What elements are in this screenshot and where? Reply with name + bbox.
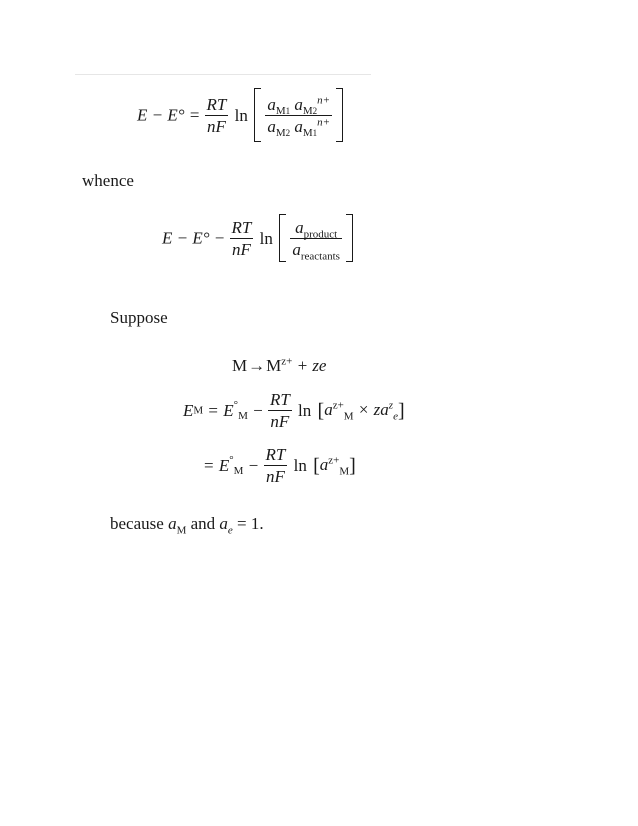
because-line: because $a_M$ and $a_e = 1$. [110, 514, 264, 537]
eq2-right-bracket [346, 214, 353, 262]
equation-electrode-potential-simplified: = $E^\circ_M$ − $\frac{RT}{nF}$ $\ln [a^{z+}_M]$ [204, 445, 356, 486]
eq2-left-bracket [279, 214, 286, 262]
eq4-fraction: $\frac{RT}{nF}$ [269, 390, 290, 431]
equation-general-nernst [162, 214, 353, 262]
word-suppose: Suppose [110, 308, 168, 327]
equation-reaction: $M\to M^{z+}$ + ze [232, 355, 327, 375]
word-whence: whence [82, 171, 134, 190]
eq1-left-bracket [254, 88, 261, 142]
eq1-fraction: $\frac{RT}{nF}$ [206, 94, 227, 136]
eq2-activity-ratio: $\frac{a_{product}}{a_{reactants}}$ [292, 217, 340, 262]
eq1-ln: ln [234, 105, 248, 125]
equation-nernst-two-metals [137, 88, 343, 142]
eq1-activity-ratio: $\frac{a_{M1} a_{M2}^{n+}}{a_{M2} a_{M1}^{n+}}$ [267, 93, 331, 139]
eq2-lhs: E − E° − [162, 228, 226, 248]
equation-electrode-potential: EM = $E^\circ_M$ − $\frac{RT}{nF}$ $\ln [a^{z+}_M \times za^z_e]$ [183, 390, 405, 431]
eq2-fraction: $\frac{RT}{nF}$ [231, 217, 252, 259]
eq5-fraction: $\frac{RT}{nF}$ [265, 445, 286, 486]
eq2-ln: ln [259, 228, 273, 248]
eq1-lhs: E − E° = [137, 105, 201, 125]
top-divider [75, 74, 371, 75]
eq1-right-bracket [336, 88, 343, 142]
